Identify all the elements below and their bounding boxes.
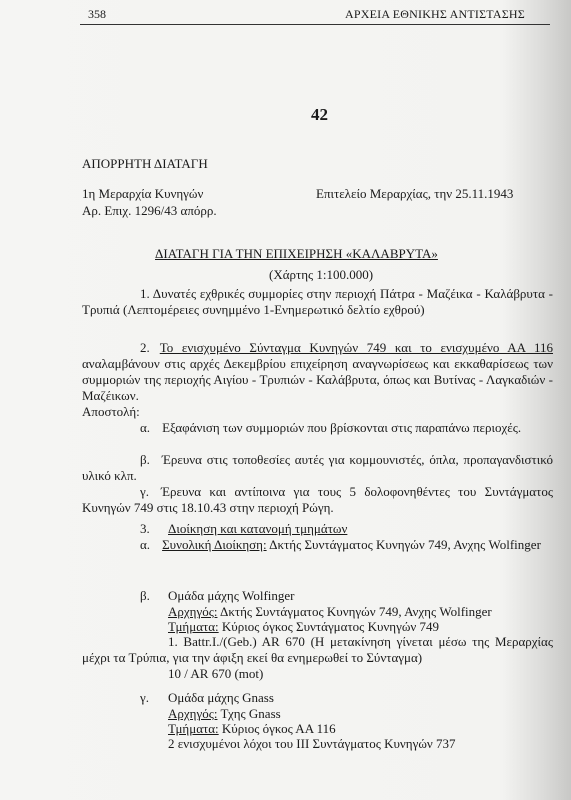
paragraph-1: 1. Δυνατές εχθρικές συμμορίες στην περιοχή Πάτρα - Μαζέικα - Καλάβρυτα - Τρυπιά (Λεπτομέρειες συνημμένο 1-Ενημερωτικό δελτίο εχθρού)	[82, 286, 553, 317]
classification: ΑΠΟΡΡΗΤΗ ΔΙΑΤΑΓΗ	[82, 156, 208, 171]
command-overall: α. Συνολική Διοίκηση: Δκτής Συντάγματος Κυνηγών 749, Ανχης Wolfinger	[140, 537, 541, 552]
order-title: ΔΙΑΤΑΓΗ ΓΙΑ ΤΗΝ ΕΠΙΧΕΙΡΗΣΗ «ΚΑΛΑΒΡΥΤΑ»	[155, 246, 438, 261]
group-g-label: γ.	[140, 690, 149, 705]
group-b-item-1: 1. Battr.I./(Geb.) AR 670 (Η μετακίνηση γίνεται μέσω της Μεραρχίας μέχρι τα Τρύπια, για την άφιξη εκεί θα ενημερωθεί το Σύνταγμα)	[82, 634, 553, 665]
document-number: 42	[311, 105, 328, 124]
paragraph-2: 2. Το ενισχυμένο Σύνταγμα Κυνηγών 749 και το ενισχυμένο ΑΑ 116 αναλαμβάνουν στις αρχές Δεκεμβρίου επιχείρηση αναγνωρίσεως και εκκαθαρίσεως των συμμοριών της περιοχής Αιγίου - Τρυπιών - Καλάβρυτα, όπως και Βυτίνας - Λαγκαδιών - Μαζέικων.	[82, 340, 553, 403]
mission-label: Αποστολή:	[82, 404, 140, 419]
group-b-units: Τμήματα: Κύριος όγκος Συντάγματος Κυνηγών 749	[168, 619, 440, 634]
place-date: Επιτελείο Μεραρχίας, την 25.11.1943	[316, 186, 514, 201]
sender-reference: Αρ. Επιχ. 1296/43 απόρρ.	[82, 203, 217, 218]
section-3-heading: Διοίκηση και κατανομή τμημάτων	[168, 521, 348, 536]
section-3-number: 3.	[140, 521, 150, 536]
group-b-label: β.	[140, 588, 150, 603]
mission-item-g: γ. Έρευνα και αντίποινα για τους 5 δολοφονηθέντες του Συντάγματος Κυνηγών 749 στις 18.10.43 στην περιοχή Ρώγη.	[82, 484, 553, 515]
group-b-item-2: 10 / AR 670 (mot)	[168, 666, 264, 681]
page-number: 358	[88, 7, 106, 21]
sender-unit: 1η Μεραρχία Κυνηγών	[82, 186, 204, 201]
paragraph-2-number: 2.	[140, 340, 150, 355]
group-g-item-1: 2 ενισχυμένοι λόχοι του ΙΙΙ Συντάγματος Κυνηγών 737	[168, 736, 456, 751]
group-g-name: Ομάδα μάχης Gnass	[168, 690, 274, 705]
group-g-units: Τμήματα: Κύριος όγκος ΑΑ 116	[168, 721, 336, 736]
running-title: ΑΡΧΕΙΑ ΕΘΝΙΚΗΣ ΑΝΤΙΣΤΑΣΗΣ	[345, 7, 525, 21]
group-g-leader: Αρχηγός: Τχης Gnass	[168, 706, 281, 721]
header-rule	[80, 24, 550, 25]
mission-item-b: β. Έρευνα στις τοποθεσίες αυτές για κομμουνιστές, όπλα, προπαγανδιστικό υλικό κλπ.	[82, 452, 553, 483]
group-b-leader: Αρχηγός: Δκτής Συντάγματος Κυνηγών 749, Ανχης Wolfinger	[168, 604, 492, 619]
paragraph-2-units: Το ενισχυμένο Σύνταγμα Κυνηγών 749 και το ενισχυμένο ΑΑ 116	[159, 340, 553, 355]
mission-item-a: α. Εξαφάνιση των συμμοριών που βρίσκονται στις παραπάνω περιοχές.	[140, 420, 522, 435]
map-reference: (Χάρτης 1:100.000)	[269, 267, 374, 282]
group-b-name: Ομάδα μάχης Wolfinger	[168, 588, 295, 603]
